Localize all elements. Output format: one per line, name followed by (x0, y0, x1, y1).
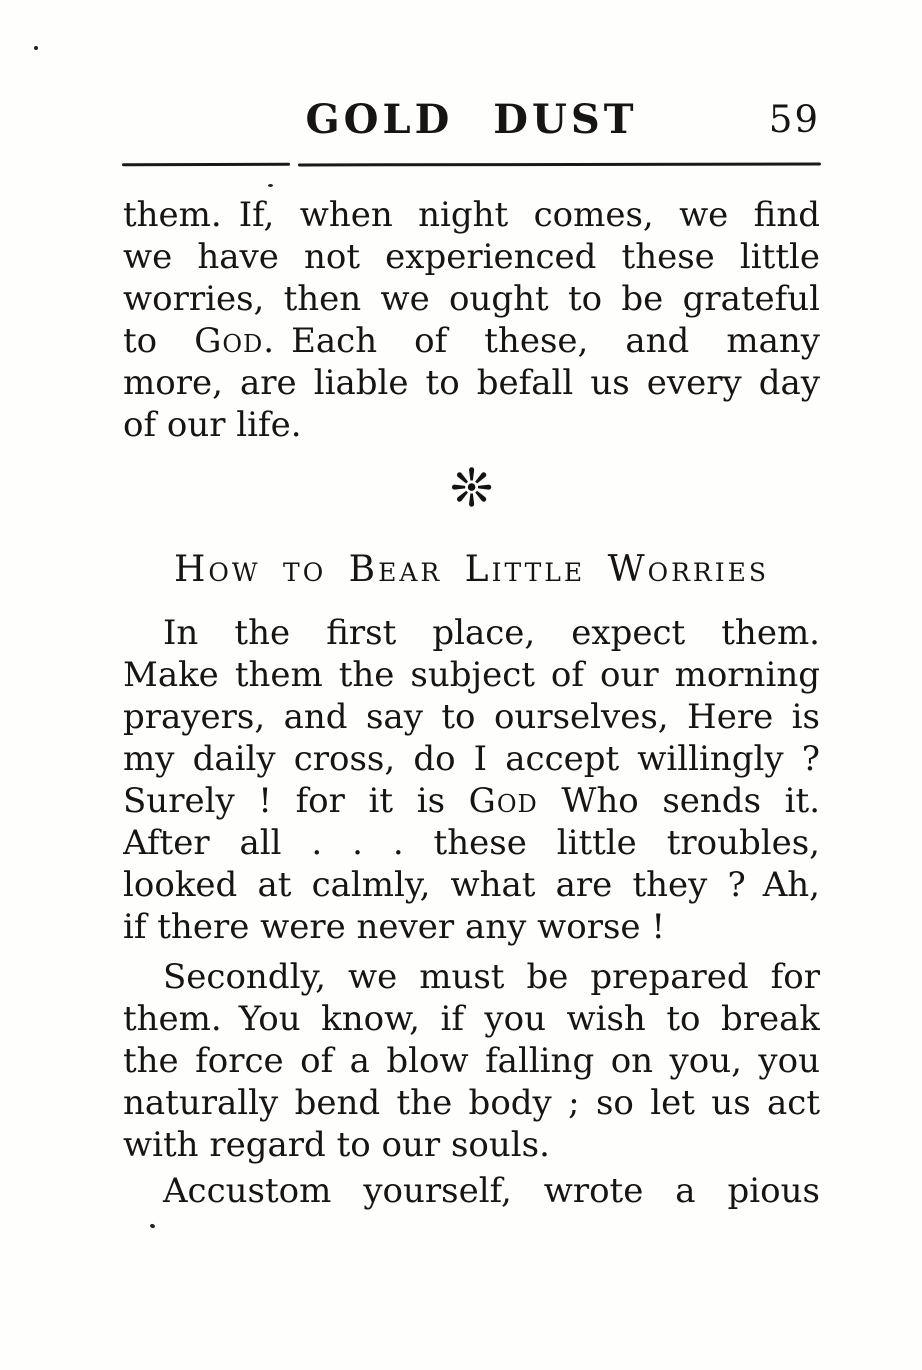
small-caps-word: God (468, 781, 538, 821)
text-line: Surely ! for it is God Who sends it. (123, 781, 820, 821)
text-line: we have not experienced these little (123, 237, 820, 277)
paragraph (123, 956, 820, 1166)
ink-speck (268, 184, 273, 187)
page-header (123, 94, 820, 146)
text-line: looked at calmly, what are they ? Ah, (123, 865, 820, 905)
text-line: Secondly, we must be prepared for (163, 957, 820, 997)
text-line: Accustom yourself, wrote a pious (163, 1171, 820, 1211)
text-body (123, 194, 820, 1212)
running-title: GOLD DUST (305, 96, 638, 143)
paragraph (123, 194, 820, 446)
header-rule-right (298, 163, 821, 167)
text-line: to God. Each of these, and many (123, 321, 820, 361)
text-line: them. You know, if you wish to break (123, 999, 820, 1039)
text-line: In the first place, expect them. (163, 613, 820, 653)
ink-speck (149, 1223, 155, 1228)
text-line: of our life. (123, 405, 302, 445)
section-heading: How to Bear Little Worries (174, 549, 769, 590)
paragraph-group-top (123, 194, 820, 446)
ink-speck (34, 46, 38, 50)
header-rule-left (122, 163, 290, 166)
text-line: with regard to our souls. (123, 1125, 550, 1165)
text-line: Make them the subject of our morning (123, 655, 820, 695)
text-line: if there were never any worse ! (123, 907, 665, 947)
page-number: 59 (768, 98, 820, 141)
text-line: After all . . . these little troubles, (123, 823, 820, 863)
paragraph (123, 612, 820, 948)
snowflake-ornament-icon: ❊ (449, 459, 494, 519)
paragraph (123, 1170, 820, 1212)
text-line: more, are liable to befall us every day (123, 363, 820, 403)
text-line: naturally bend the body ; so let us act (123, 1083, 820, 1123)
text-line: the force of a blow falling on you, you (123, 1041, 820, 1081)
text-line: worries, then we ought to be grateful (123, 279, 820, 319)
text-line: my daily cross, do I accept willingly ? (123, 739, 820, 779)
paragraph-group-main (123, 612, 820, 1212)
small-caps-word: God (194, 321, 264, 361)
text-line: them. If, when night comes, we find (123, 195, 820, 235)
text-line: prayers, and say to ourselves, Here is (123, 697, 820, 737)
